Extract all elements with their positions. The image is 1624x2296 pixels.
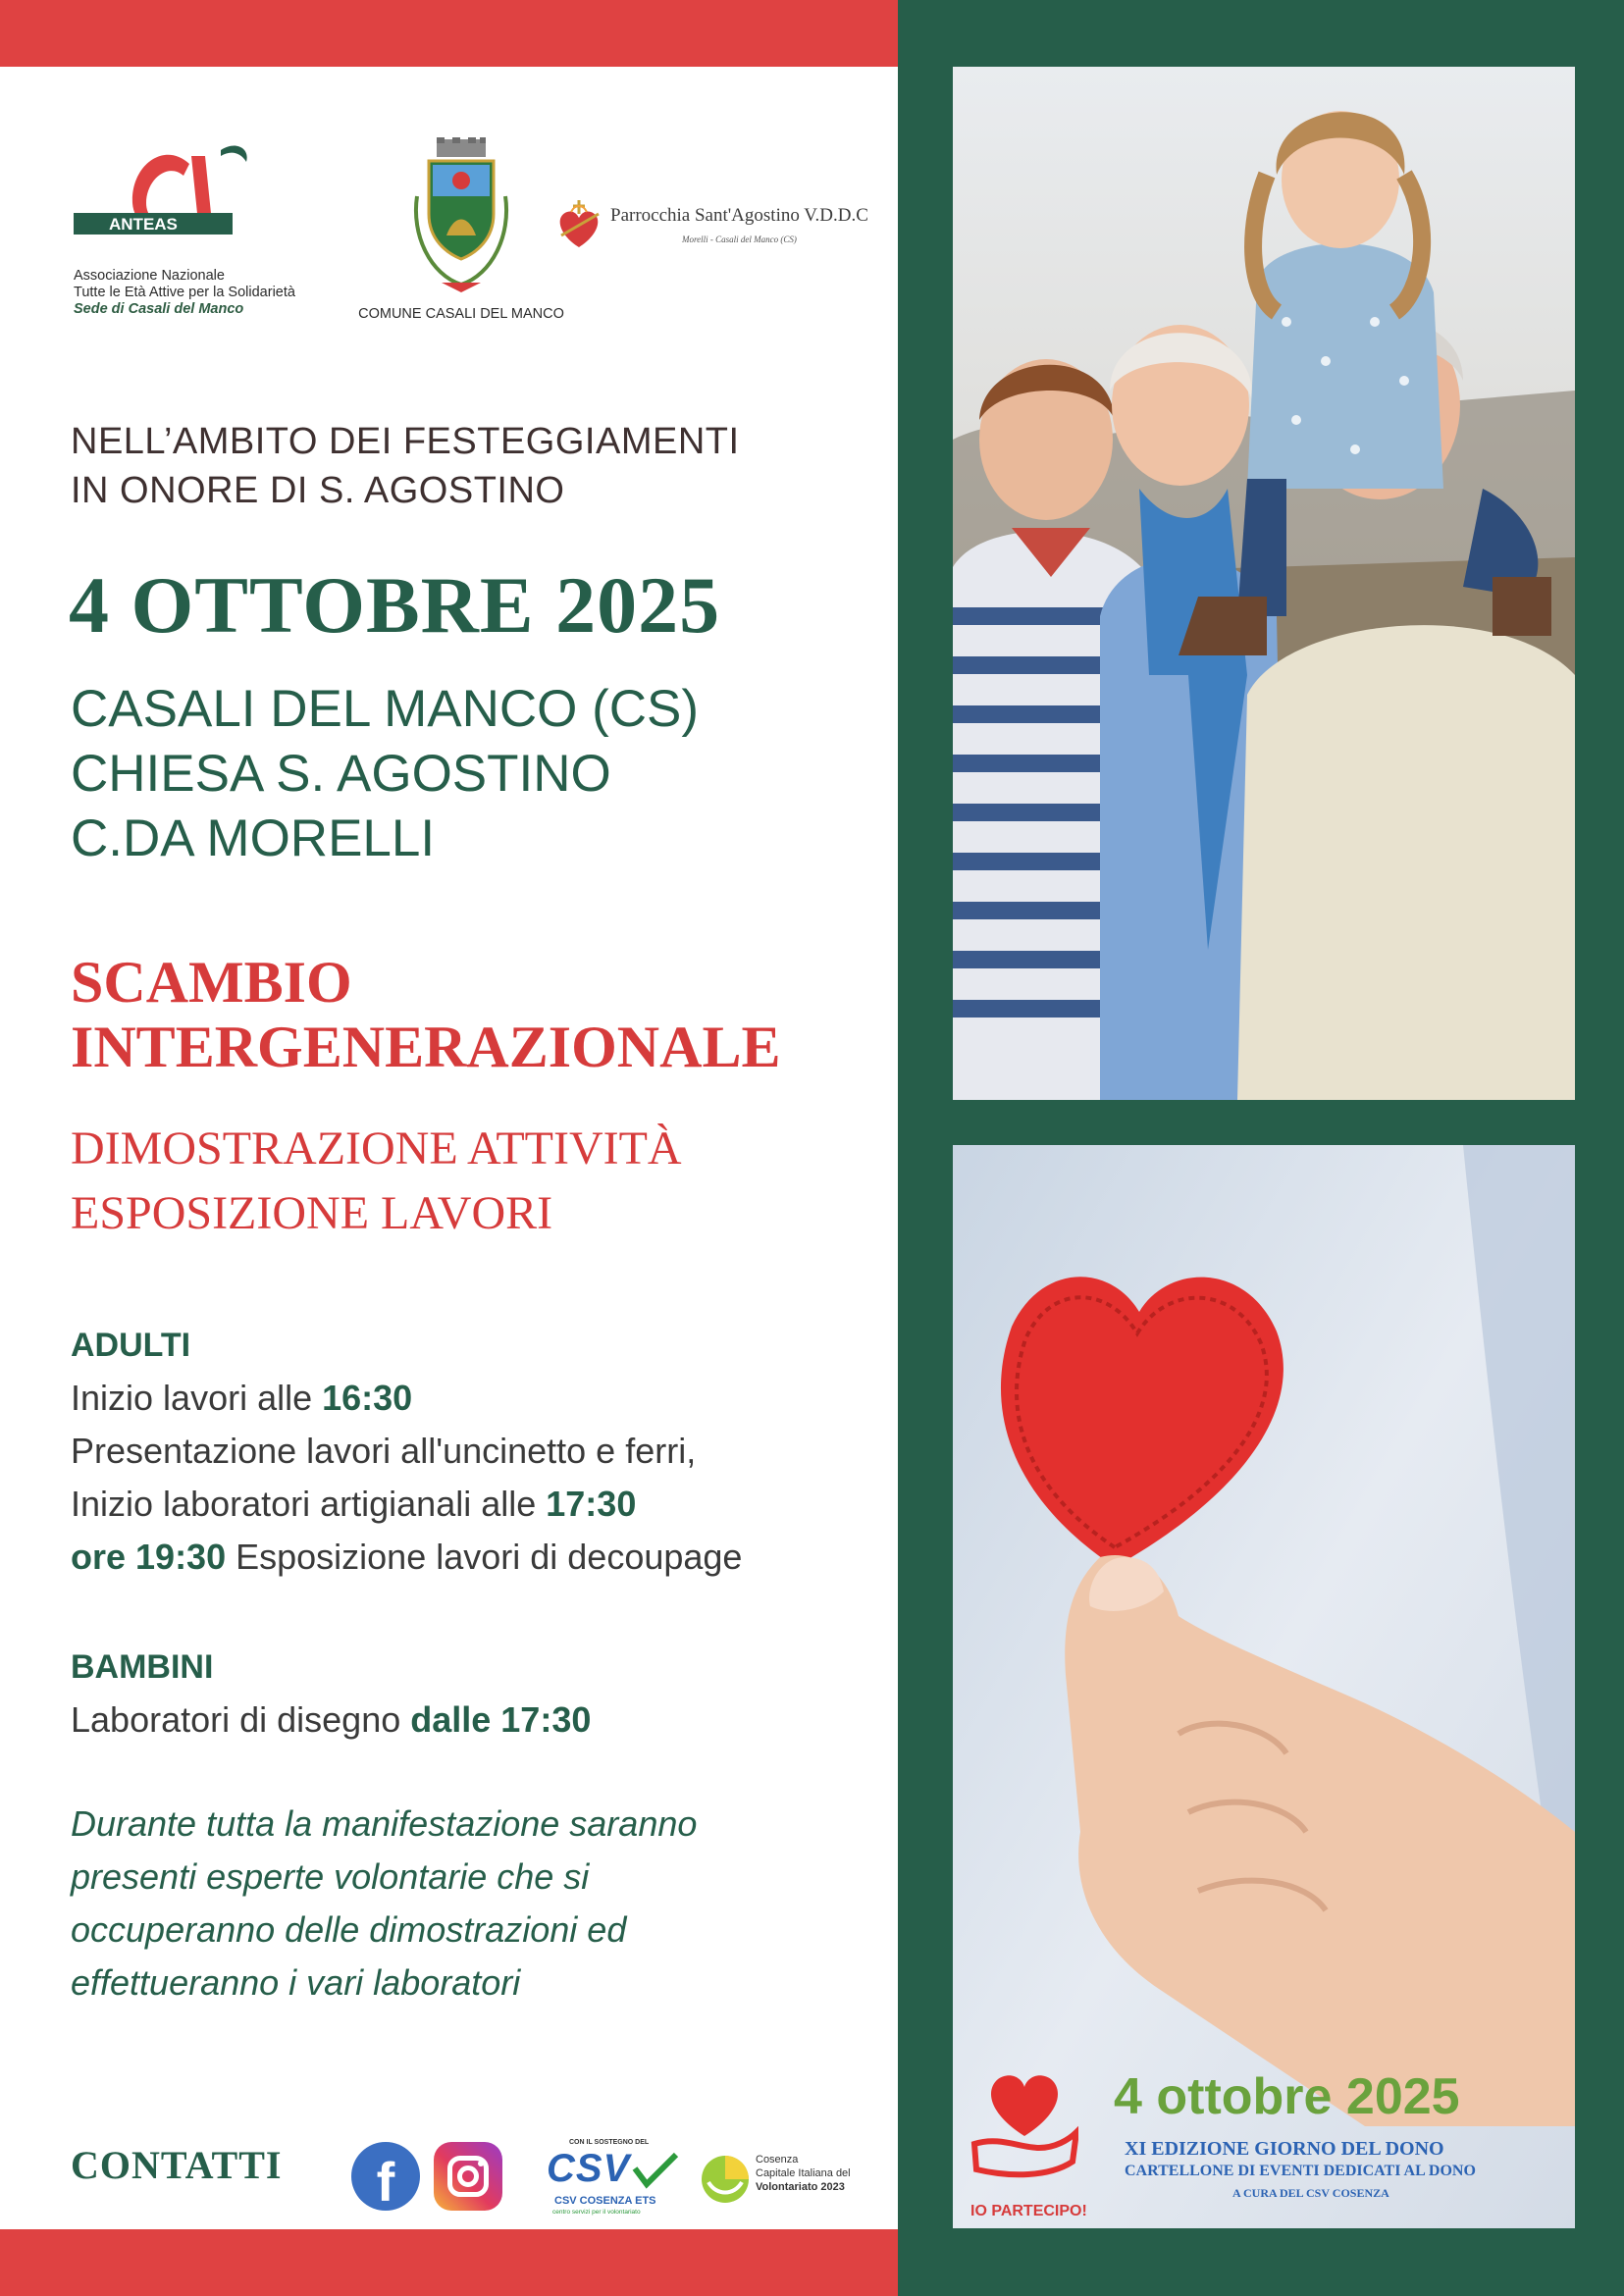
adulti-row-3-text: Inizio laboratori artigianali alle [71,1484,547,1524]
bottom-red-bar [0,2229,898,2296]
parrocchia-sub: Morelli - Casali del Manco (CS) [682,235,797,244]
adulti-section [71,1319,742,1584]
adulti-heading: ADULTI [71,1327,191,1364]
csv-cosenza-logo [545,2139,677,2218]
instagram-dot [478,2161,484,2166]
note-line-2: presenti esperte volontarie che si [71,1856,590,1897]
capitale-text [756,2153,851,2194]
volunteer-note [71,1798,697,2009]
bambini-row-1-time: dalle 17:30 [410,1699,592,1740]
csv-name: CSV COSENZA ETS [554,2195,656,2207]
note-line-1: Durante tutta la manifestazione saranno [71,1803,698,1844]
parrocchia-name: Parrocchia Sant'Agostino V.D.D.C [610,205,868,226]
csv-tagline: centro servizi per il volontariato [552,2209,641,2216]
anteas-line-2: Tutte le Età Attive per la Solidarietà [74,285,295,300]
dono-line-3: A CURA DEL CSV COSENZA [1232,2186,1389,2200]
io-partecipo-text: IO PARTECIPO! [970,2203,1087,2219]
contatti-label: CONTATTI [71,2143,283,2187]
sacred-heart-icon [550,196,608,255]
event-title-line-2: INTERGENERAZIONALE [71,1015,781,1079]
adulti-row-4-time: ore 19:30 [71,1537,227,1577]
capitale-volontariato-logo [699,2151,895,2210]
event-subtitle [71,1117,682,1246]
adulti-row-1-time: 16:30 [322,1378,413,1418]
capitale-circle-icon [699,2153,752,2206]
adulti-row-2: Presentazione lavori all'uncinetto e ferri, [71,1431,697,1471]
dono-line-1: XI EDIZIONE GIORNO DEL DONO [1125,2138,1444,2160]
event-sub-line-1: DIMOSTRAZIONE ATTIVITÀ [71,1122,682,1174]
location-line-1: CASALI DEL MANCO (CS) [71,680,700,738]
bambini-heading: BAMBINI [71,1648,214,1686]
dono-heart-hand-icon [970,2067,1078,2185]
bambini-row-1 [71,1694,591,1747]
instagram-lens [457,2166,479,2187]
bambini-row-1-text: Laboratori di disegno [71,1699,411,1740]
bambini-section [71,1641,591,1747]
adulti-row-4 [71,1531,742,1584]
adulti-row-1-text: Inizio lavori alle [71,1378,323,1418]
anteas-line-1: Associazione Nazionale [74,268,225,284]
family-photo-illustration [953,67,1575,1100]
anteas-mark-icon [74,142,270,250]
csv-wordmark: CSV [547,2147,631,2190]
facebook-icon[interactable]: f [351,2142,420,2211]
event-date: 4 OTTOBRE 2025 [69,560,721,650]
anteas-wordmark: ANTEAS [109,215,178,234]
intro-line-2: IN ONORE DI S. AGOSTINO [71,470,565,511]
heart-hand-illustration [953,1145,1575,2228]
anteas-line-3: Sede di Casali del Manco [74,301,244,317]
comune-label: COMUNE CASALI DEL MANCO [358,306,564,322]
dono-date: 4 ottobre 2025 [1114,2068,1460,2125]
instagram-icon[interactable] [434,2142,502,2211]
adulti-row-3-time: 17:30 [546,1484,637,1524]
top-red-bar [0,0,898,67]
intro-line-1: NELL’AMBITO DEI FESTEGGIAMENTI [71,421,740,462]
csv-top-text: CON IL SOSTEGNO DEL [569,2139,650,2146]
capitale-line-2: Capitale Italiana del [756,2167,851,2179]
adulti-row-4-text: Esposizione lavori di decoupage [226,1537,743,1577]
event-title [71,950,781,1079]
note-line-3: occuperanno delle dimostrazioni ed [71,1909,627,1950]
giorno-del-dono-banner [953,2067,1575,2228]
intro-text [71,417,740,515]
heart-hand-photo [953,1145,1575,2228]
capitale-line-1: Cosenza [756,2154,799,2166]
csv-check-icon [631,2151,680,2190]
location-line-2: CHIESA S. AGOSTINO [71,745,611,803]
family-photo [953,67,1575,1100]
comune-logo [348,137,574,334]
anteas-logo [74,142,299,329]
adulti-row-3 [71,1478,742,1531]
event-title-line-1: SCAMBIO [71,950,352,1015]
event-location [71,677,699,871]
dono-line-2: CARTELLONE DI EVENTI DEDICATI AL DONO [1125,2163,1476,2179]
adulti-row-1 [71,1372,742,1425]
parrocchia-logo [545,196,898,265]
event-sub-line-2: ESPOSIZIONE LAVORI [71,1187,553,1239]
note-line-4: effettueranno i vari laboratori [71,1962,521,2003]
capitale-line-3: Volontariato 2023 [756,2181,845,2193]
location-line-3: C.DA MORELLI [71,809,436,867]
comune-crest-icon [407,137,515,294]
